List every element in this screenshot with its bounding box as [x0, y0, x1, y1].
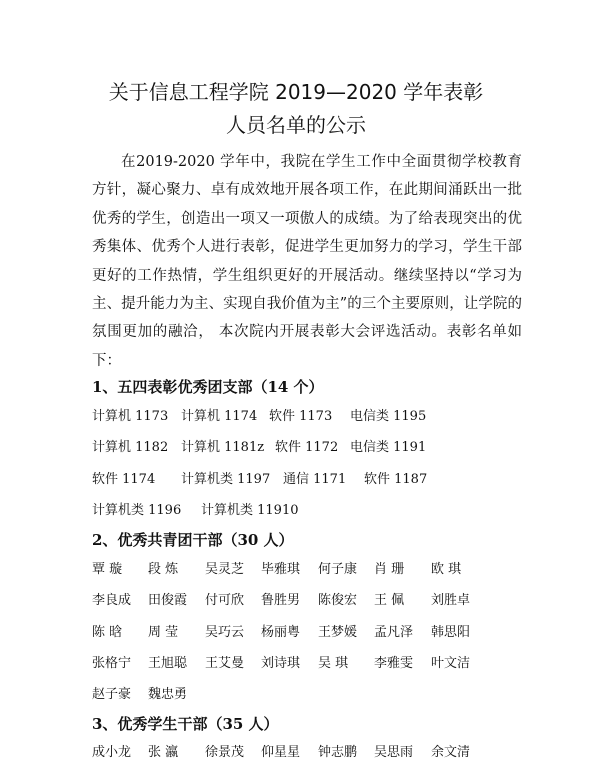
- list-item: 张格宁: [92, 656, 132, 671]
- list-item: 通信 1171: [283, 472, 347, 487]
- list-item: 付可欣: [205, 593, 245, 608]
- list-item: 吴巧云: [205, 625, 245, 640]
- list-item: 徐景茂: [205, 745, 245, 760]
- list-item: 计算机 1174: [181, 409, 258, 424]
- list-item: 电信类 1195: [350, 409, 427, 424]
- section-heading-2: 2、优秀共青团干部（30 人）: [92, 531, 294, 549]
- list-item: 毕雅琪: [261, 562, 301, 577]
- list-item: 韩思阳: [431, 625, 471, 640]
- list-item: 鲁胜男: [261, 593, 301, 608]
- list-item: 刘诗琪: [261, 656, 301, 671]
- list-item: 肖 珊: [374, 562, 405, 577]
- list-item: 仰星星: [261, 745, 301, 760]
- list-item: 王艾曼: [205, 656, 245, 671]
- list-item: 张 瀛: [148, 745, 179, 760]
- page-subtitle: 人员名单的公示: [226, 113, 366, 137]
- list-item: 周 莹: [148, 625, 179, 640]
- list-item: 覃 璇: [92, 562, 123, 577]
- list-item: 吴 琪: [318, 656, 349, 671]
- list-item: 田俊霞: [148, 593, 188, 608]
- list-item: 电信类 1191: [350, 440, 427, 455]
- list-item: 软件 1174: [92, 472, 156, 487]
- list-item: 计算机 1181z: [181, 440, 265, 455]
- list-item: 计算机类 1196: [92, 503, 182, 518]
- list-item: 李良成: [92, 593, 132, 608]
- list-item: 欧 琪: [431, 562, 462, 577]
- list-item: 李雅雯: [374, 656, 414, 671]
- list-item: 吴灵芝: [205, 562, 245, 577]
- list-item: 叶文洁: [431, 656, 471, 671]
- list-item: 魏忠勇: [148, 687, 188, 702]
- list-item: 计算机 1173: [92, 409, 169, 424]
- list-item: 杨丽粤: [261, 625, 301, 640]
- page-title: 关于信息工程学院 2019—2020 学年表彰: [108, 80, 484, 104]
- list-item: 陈 晗: [92, 625, 123, 640]
- section-heading-3: 3、优秀学生干部（35 人）: [92, 715, 279, 733]
- list-item: 计算机 1182: [92, 440, 169, 455]
- list-item: 软件 1187: [364, 472, 428, 487]
- list-item: 段 炼: [148, 562, 179, 577]
- list-item: 计算机类 11910: [201, 503, 299, 518]
- list-item: 赵子豪: [92, 687, 132, 702]
- list-item: 王 佩: [374, 593, 405, 608]
- list-item: 孟凡泽: [374, 625, 414, 640]
- list-item: 吴思雨: [374, 745, 414, 760]
- list-item: 计算机类 1197: [181, 472, 271, 487]
- list-item: 王梦媛: [318, 625, 358, 640]
- list-item: 软件 1173: [269, 409, 333, 424]
- list-item: 王旭聪: [148, 656, 188, 671]
- list-item: 陈俊宏: [318, 593, 358, 608]
- list-item: 刘胜卓: [431, 593, 471, 608]
- intro-paragraph: 在2019-2020 学年中，我院在学生工作中全面贯彻学校教育方针，凝心聚力、卓有成效地开展各项工作，在此期间涌跃出一批优秀的学生，创造出一项又一项傲人的成绩。为了给表现突出的优秀集体、优秀个人进行表彰，促进学生更加努力的学习，学生干部更好的工作热情，学生组织更好的开展活动。继续坚持以“学习为主、提升能力为主、实现自我价值为主”的三个主要原则，让学院的氛围更加的融洽， 本次院内开展表彰大会评选活动。表彰名单如下：: [92, 154, 522, 369]
- list-item: 何子康: [318, 562, 358, 577]
- list-item: 软件 1172: [275, 440, 339, 455]
- list-item: 成小龙: [92, 745, 132, 760]
- list-item: 余文清: [431, 745, 471, 760]
- section-heading-1: 1、五四表彰优秀团支部（14 个）: [92, 378, 324, 396]
- list-item: 钟志鹏: [318, 745, 358, 760]
